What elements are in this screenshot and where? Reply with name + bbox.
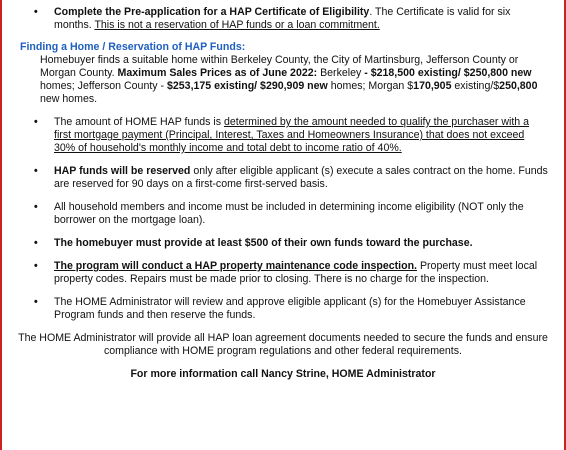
administrator-review-text: The HOME Administrator will review and approve eligible applicant (s) for the Homebuyer Assistance Program funds and then reserve the funds. — [54, 296, 526, 321]
bullet-marker: • — [34, 165, 38, 177]
intro-text-6: new homes. — [40, 93, 98, 105]
intro-bold-1: Maximum Sales Prices as of June 2022: — [117, 67, 318, 79]
pre-application-text: . The Certificate is valid for six months. — [54, 6, 511, 31]
hap-amount-underline: determined by the amount needed to qualify the purchaser with a first mortgage payment (Principal, Interest, Taxes and Homeowners Insurance) that does not exceed 30% of household's monthly income and total debt to income ratio of 40%. — [54, 116, 530, 154]
bullet-marker: • — [34, 260, 38, 272]
bullet-hap-amount — [12, 116, 554, 155]
section-heading: Finding a Home / Reservation of HAP Funds: — [20, 41, 246, 53]
intro-text-4: homes; Morgan $ — [327, 80, 414, 92]
bullet-inspection — [12, 260, 554, 286]
bullet-household-income — [12, 201, 554, 227]
left-border — [0, 0, 2, 450]
closing-paragraph: The HOME Administrator will provide all HAP loan agreement documents needed to secure the funds and ensure compliance with HOME program regulations and other federal requirements. — [18, 332, 548, 357]
hap-amount-text: The amount of HOME HAP funds is — [54, 116, 224, 128]
intro-bold-5: 250,800 — [499, 80, 538, 92]
bullet-own-funds — [12, 237, 554, 250]
intro-text-2: Berkeley — [317, 67, 365, 79]
bullet-funds-reserved — [12, 165, 554, 191]
bullet-marker: • — [34, 237, 38, 249]
intro-paragraph — [12, 54, 554, 106]
household-income-text: All household members and income must be included in determining income eligibility (NOT only the borrower on the mortgage loan). — [54, 201, 524, 226]
intro-text-3: homes; Jefferson County - — [40, 80, 167, 92]
bullet-pre-application — [12, 6, 554, 32]
intro-bold-3: $253,175 existing/ $290,909 new — [167, 80, 328, 92]
inspection-text: Property must meet local property codes. Repairs must be made prior to closing. There is no charge for the inspection. — [54, 260, 538, 285]
bullet-administrator-review — [12, 296, 554, 322]
bullet-marker: • — [34, 296, 38, 308]
bullet-marker: • — [34, 201, 38, 213]
document-body — [12, 6, 554, 381]
contact-line: For more information call Nancy Strine, HOME Administrator — [130, 368, 436, 380]
pre-application-note: This is not a reservation of HAP funds or a loan commitment. — [94, 19, 380, 31]
inspection-bold: The program will conduct a HAP property maintenance code inspection. — [54, 260, 418, 272]
intro-bold-2: - $218,500 existing/ $250,800 new — [364, 67, 532, 79]
funds-reserved-bold: HAP funds will be reserved — [54, 165, 191, 177]
intro-text-1: Homebuyer finds a suitable home within Berkeley County, the City of Martinsburg, Jefferson County or Morgan County. — [40, 54, 519, 79]
funds-reserved-text: only after eligible applicant (s) execute a sales contract on the home. Funds are reserved for 90 days on a first-come first-served basis. — [54, 165, 548, 190]
own-funds-bold: The homebuyer must provide at least $500 of their own funds toward the purchase. — [54, 237, 473, 249]
bullet-marker: • — [34, 116, 38, 128]
bullet-marker: • — [34, 6, 38, 18]
intro-text-5: existing/$ — [451, 80, 500, 92]
pre-application-bold: Complete the Pre-application for a HAP Certificate of Eligibility — [54, 6, 370, 18]
intro-bold-4: 170,905 — [413, 80, 452, 92]
